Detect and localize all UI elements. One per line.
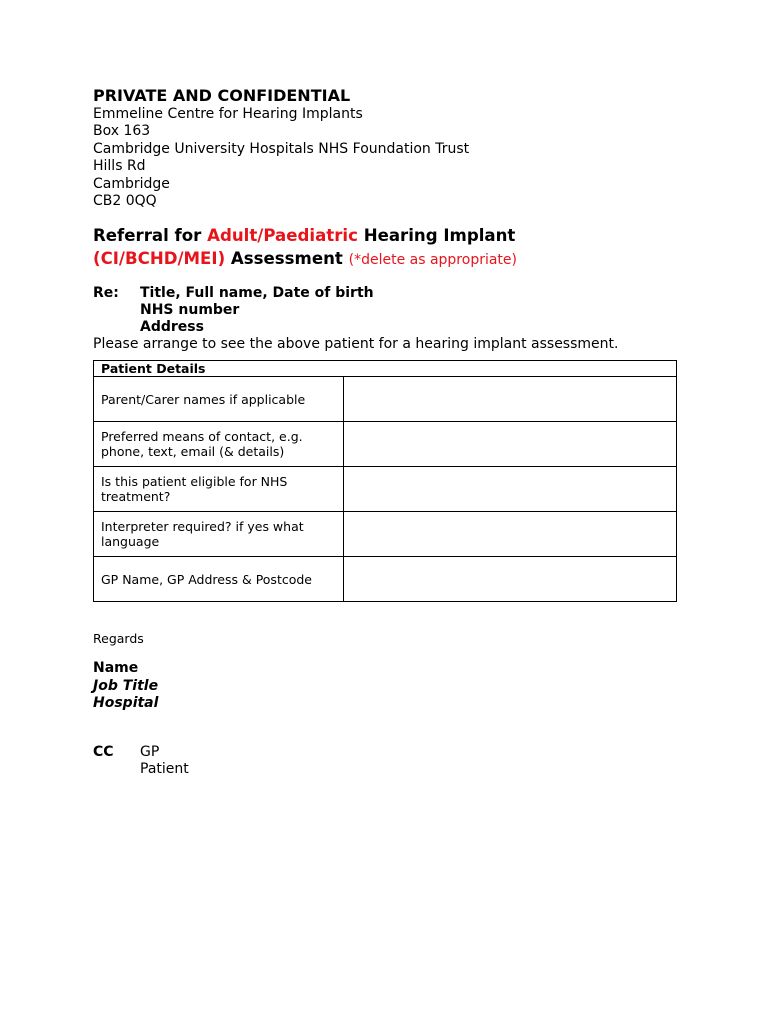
referral-type: Adult/Paediatric xyxy=(207,226,358,246)
confidential-heading: PRIVATE AND CONFIDENTIAL xyxy=(93,86,351,105)
assessment-text: Assessment xyxy=(225,249,349,269)
regards-text: Regards xyxy=(93,631,144,647)
re-line: NHS number xyxy=(140,302,240,319)
referral-prefix: Referral for xyxy=(93,226,208,246)
answer-cell[interactable] xyxy=(344,512,677,557)
table-row xyxy=(94,377,677,422)
referral-letter xyxy=(93,86,683,778)
address-line: Hills Rd xyxy=(93,158,146,175)
address-line: Cambridge xyxy=(93,175,170,192)
question-cell: Is this patient eligible for NHS treatment? xyxy=(94,467,344,512)
signature-name: Name xyxy=(93,660,139,677)
question-cell: GP Name, GP Address & Postcode xyxy=(94,557,344,602)
address-line: CB2 0QQ xyxy=(93,193,157,210)
question-cell: Parent/Carer names if applicable xyxy=(94,377,344,422)
table-row xyxy=(94,512,677,557)
answer-cell[interactable] xyxy=(344,467,677,512)
table-row xyxy=(94,467,677,512)
cc-label: CC xyxy=(93,743,114,760)
address-line: Cambridge University Hospitals NHS Foundation Trust xyxy=(93,140,470,157)
re-line: Title, Full name, Date of birth xyxy=(140,285,374,302)
signature-hospital: Hospital xyxy=(93,695,159,712)
re-section xyxy=(93,285,683,353)
patient-details-table xyxy=(93,360,677,602)
signature-job-title: Job Title xyxy=(93,677,159,694)
delete-note: (*delete as appropriate) xyxy=(348,252,517,269)
answer-cell[interactable] xyxy=(344,557,677,602)
intro-text: Please arrange to see the above patient for a hearing implant assessment. xyxy=(93,336,619,353)
recipient-address xyxy=(93,106,683,210)
table-header: Patient Details xyxy=(94,361,677,377)
cc-recipient: GP xyxy=(140,743,160,760)
referral-title xyxy=(93,224,683,272)
answer-cell[interactable] xyxy=(344,377,677,422)
cc-section xyxy=(93,744,683,779)
address-line: Box 163 xyxy=(93,123,151,140)
referral-suffix: Hearing Implant xyxy=(357,226,516,246)
table-row xyxy=(94,557,677,602)
signature-block xyxy=(93,660,683,712)
implant-types: (CI/BCHD/MEI) xyxy=(93,249,226,269)
re-line: Address xyxy=(140,319,204,336)
address-line: Emmeline Centre for Hearing Implants xyxy=(93,106,363,122)
table-row xyxy=(94,422,677,467)
re-label: Re: xyxy=(93,285,119,302)
question-cell: Interpreter required? if yes what language xyxy=(94,512,344,557)
answer-cell[interactable] xyxy=(344,422,677,467)
cc-recipient: Patient xyxy=(140,761,189,778)
question-cell: Preferred means of contact, e.g. phone, text, email (& details) xyxy=(94,422,344,467)
